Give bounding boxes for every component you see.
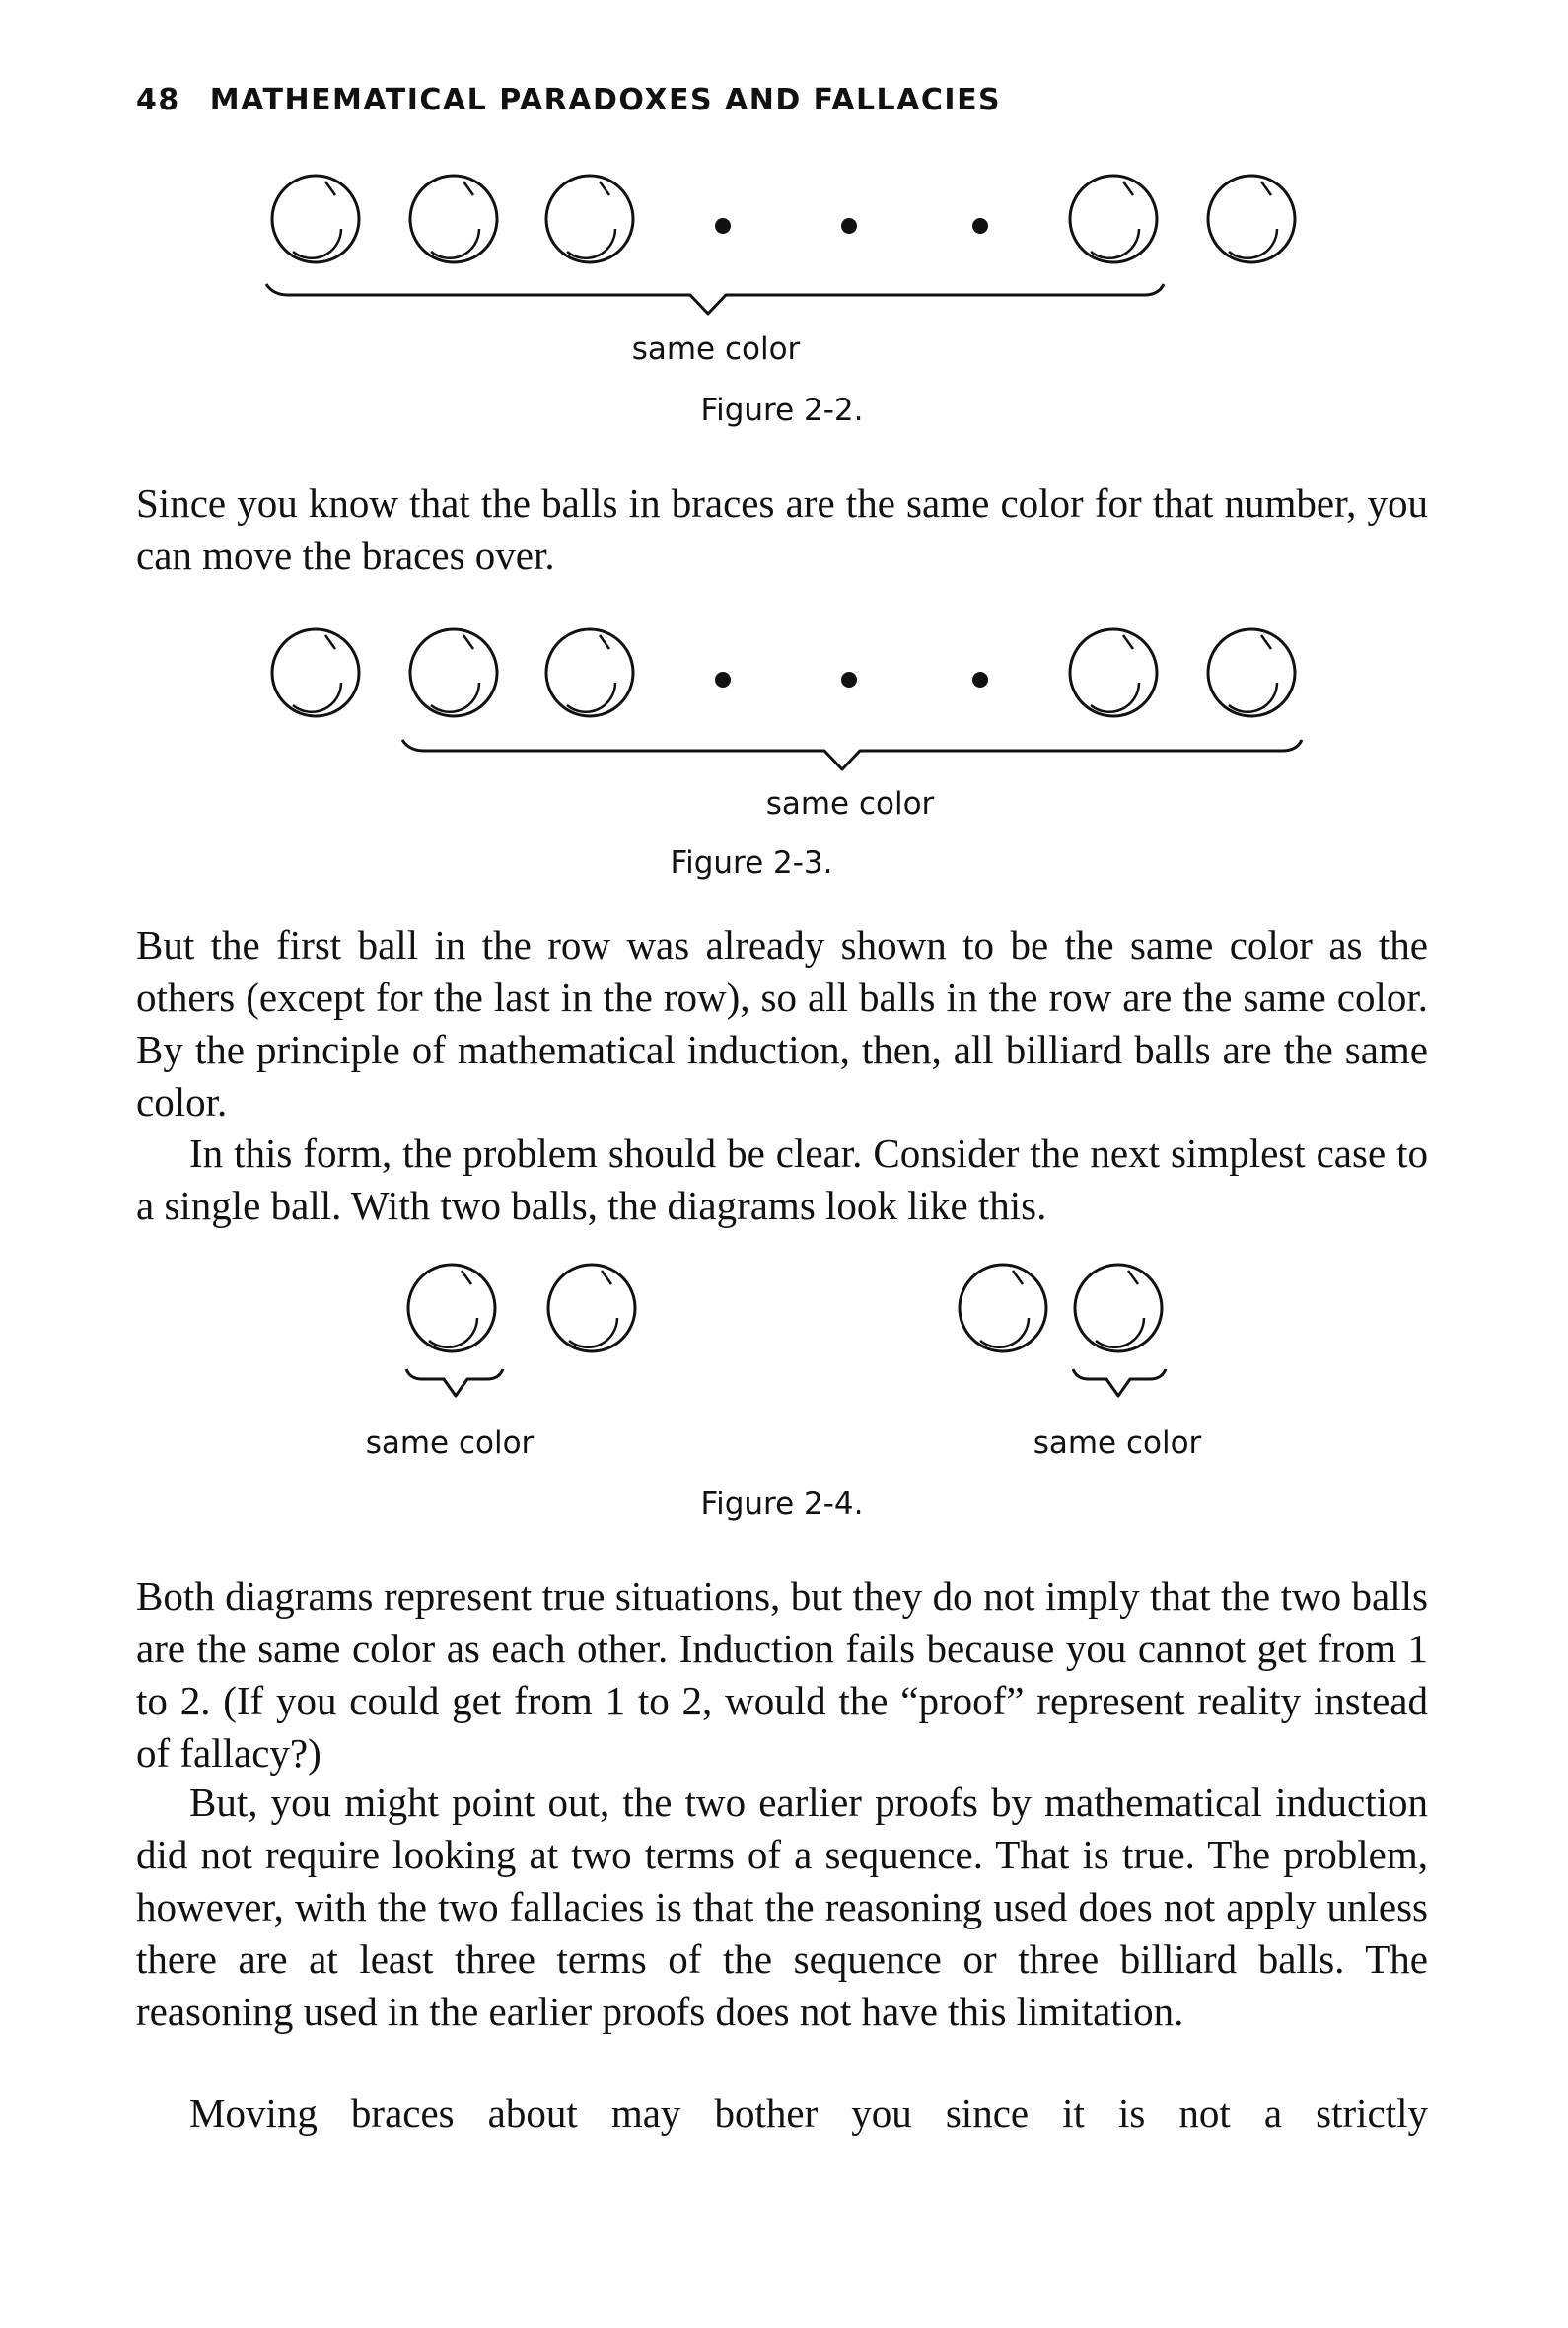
figure-2-2-title: Figure 2-2. xyxy=(700,393,864,428)
billiard-ball xyxy=(960,1265,1046,1351)
brace xyxy=(1073,1369,1166,1396)
billiard-ball xyxy=(546,629,633,716)
billiard-ball xyxy=(1075,1265,1162,1351)
billiard-ball xyxy=(1208,629,1295,716)
billiard-ball xyxy=(410,176,497,262)
figure-2-2-diagram xyxy=(0,158,1568,335)
paragraph: Both diagrams represent true situations, but they do not imply that the two balls are the same color as each other. Induction fails because you cannot get from 1 to 2. (If you could get from 1 to 2, would the “proof” represent reality instead of fallacy?) xyxy=(136,1573,1428,1776)
figure-2-4-left-label: same color xyxy=(365,1425,535,1461)
paragraph: But, you might point out, the two earlier proofs by mathematical induction did not require looking at two terms of a sequence. That is true. The problem, however, with the two fallacies is that the reasoning used does not apply unless there are at least three terms of the sequence or three billiard balls. The reasoning used in the earlier proofs does not have this limitation. xyxy=(136,1780,1428,2034)
figure-2-2-brace-label: same color xyxy=(631,331,801,367)
figure-2-4-diagram xyxy=(0,1251,1568,1409)
figure-2-3-title: Figure 2-3. xyxy=(670,845,833,881)
ellipsis-dot xyxy=(972,218,988,234)
paragraph: But the first ball in the row was already shown to be the same color as the others (except for the last in the row), so all balls in the row are the same color. By the principle of mathematical induction, then, all billiard balls are the same color. xyxy=(136,922,1428,1125)
left-diagram xyxy=(406,1265,635,1396)
right-diagram xyxy=(960,1265,1166,1396)
paragraph: In this form, the problem should be clear. Consider the next simplest case to a single ball. With two balls, the diagrams look like this. xyxy=(136,1130,1428,1228)
paragraph: Moving braces about may bother you since it is not a strictly xyxy=(189,2090,1428,2136)
paragraph: Since you know that the balls in braces are the same color for that number, you can move the braces over. xyxy=(136,480,1428,578)
figure-2-4-title: Figure 2-4. xyxy=(700,1487,864,1522)
brace xyxy=(266,284,1164,314)
running-header xyxy=(136,83,1001,117)
running-title: MATHEMATICAL PARADOXES AND FALLACIES xyxy=(209,83,1002,117)
billiard-ball xyxy=(272,629,359,716)
ellipsis-dot xyxy=(841,672,857,688)
billiard-ball xyxy=(410,629,497,716)
figure-2-3-brace-label: same color xyxy=(765,786,935,822)
billiard-ball xyxy=(272,176,359,262)
billiard-ball xyxy=(546,176,633,262)
billiard-ball xyxy=(1208,176,1295,262)
ellipsis-dot xyxy=(841,218,857,234)
ellipsis-dot xyxy=(715,672,731,688)
ellipsis-dot xyxy=(715,218,731,234)
figure-2-4-right-label: same color xyxy=(1033,1425,1202,1461)
figure-2-3-diagram xyxy=(0,612,1568,789)
billiard-ball xyxy=(1070,176,1157,262)
page-number: 48 xyxy=(136,83,180,117)
billiard-ball xyxy=(548,1265,635,1351)
ellipsis-dot xyxy=(972,672,988,688)
ball-row xyxy=(272,629,1295,716)
ball-row xyxy=(272,176,1295,262)
billiard-ball xyxy=(408,1265,495,1351)
billiard-ball xyxy=(1070,629,1157,716)
brace xyxy=(406,1369,503,1396)
brace xyxy=(402,740,1302,769)
